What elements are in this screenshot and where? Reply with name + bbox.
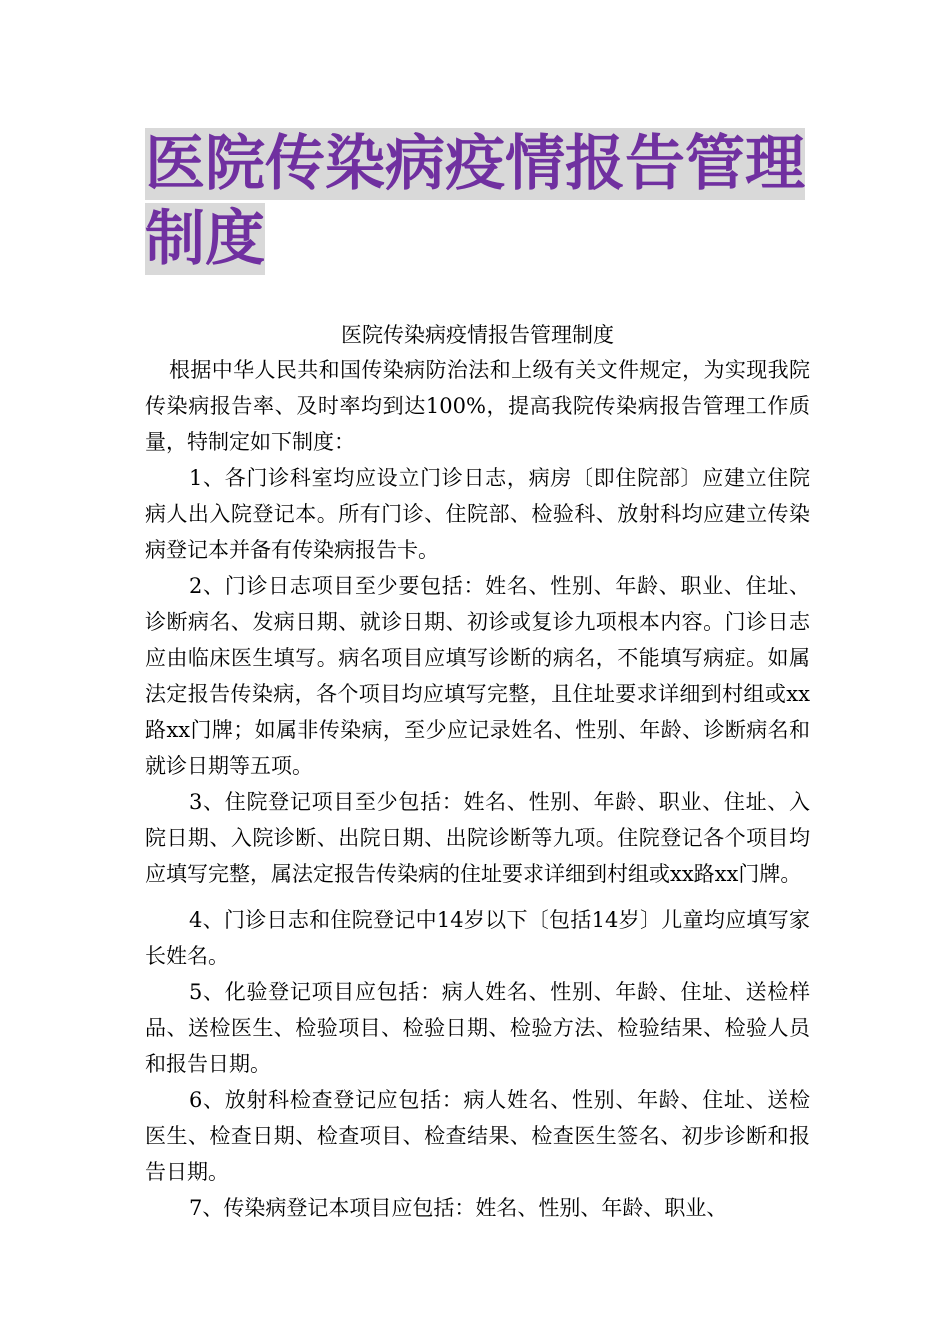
clause-7: 7、传染病登记本项目应包括：姓名、性别、年龄、职业、 — [189, 1196, 728, 1220]
title-line-2: 制度 — [145, 204, 265, 274]
title-line-1: 医院传染病疫情报告管理 — [145, 129, 805, 199]
clause-2: 2、门诊日志项目至少要包括：姓名、性别、年龄、职业、住址、诊断病名、发病日期、就诊日期、初诊或复诊九项根本内容。门诊日志应由临床医生填写。病名项目应填写诊断的病名，不能填写病症。如属法定报告传染病，各个项目均应填写完整，且住址要求详细到村组或xx路xx门牌；如属非传染病，至少应记录姓名、性别、年龄、诊断病名和就诊日期等五项。 — [145, 574, 810, 778]
clause-6: 6、放射科检查登记应包括：病人姓名、性别、年龄、住址、送检医生、检查日期、检查项目、检查结果、检查医生签名、初步诊断和报告日期。 — [145, 1088, 810, 1184]
document-body — [145, 318, 810, 1226]
document-subtitle: 医院传染病疫情报告管理制度 — [341, 323, 614, 347]
clause-5: 5、化验登记项目应包括：病人姓名、性别、年龄、住址、送检样品、送检医生、检验项目、检验日期、检验方法、检验结果、检验人员和报告日期。 — [145, 980, 810, 1076]
intro-paragraph: 根据中华人民共和国传染病防治法和上级有关文件规定，为实现我院传染病报告率、及时率均到达100%，提高我院传染病报告管理工作质量，特制定如下制度： — [145, 358, 810, 454]
paragraph-gap — [145, 892, 810, 902]
clause-3: 3、住院登记项目至少包括：姓名、性别、年龄、职业、住址、入院日期、入院诊断、出院日期、出院诊断等九项。住院登记各个项目均应填写完整，属法定报告传染病的住址要求详细到村组或xx路xx门牌。 — [145, 790, 810, 886]
clause-4: 4、门诊日志和住院登记中14岁以下〔包括14岁〕儿童均应填写家长姓名。 — [145, 908, 810, 968]
clause-1: 1、各门诊科室均应设立门诊日志，病房〔即住院部〕应建立住院病人出入院登记本。所有门诊、住院部、检验科、放射科均应建立传染病登记本并备有传染病报告卡。 — [145, 466, 810, 562]
